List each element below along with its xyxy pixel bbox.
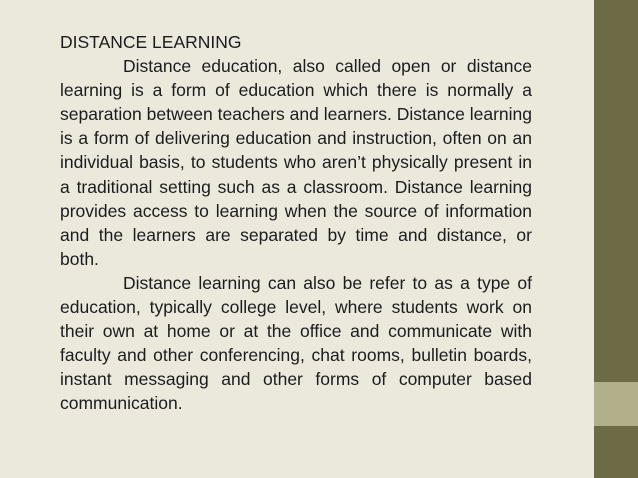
slide-title: DISTANCE LEARNING (60, 32, 242, 52)
paragraph-description: Distance learning can also be refer to as a type of education, typically college level, where students work on their own at home or at the office and communicate with faculty and other conferencing, chat rooms, bulletin boards, instant messaging and other forms of computer based communication. (60, 272, 532, 414)
paragraph-definition: Distance education, also called open or distance learning is a form of education which there is normally a separation between teachers and learners. Distance learning is a form of delivering education and instruction, often on an individual basis, to students who aren’t physically present in a traditional setting such as a classroom. Distance learning provides access to learning when the source of information and the learners are separated by time and distance, or both. (60, 56, 532, 269)
side-accent-block (594, 382, 638, 426)
slide-content (60, 30, 532, 416)
